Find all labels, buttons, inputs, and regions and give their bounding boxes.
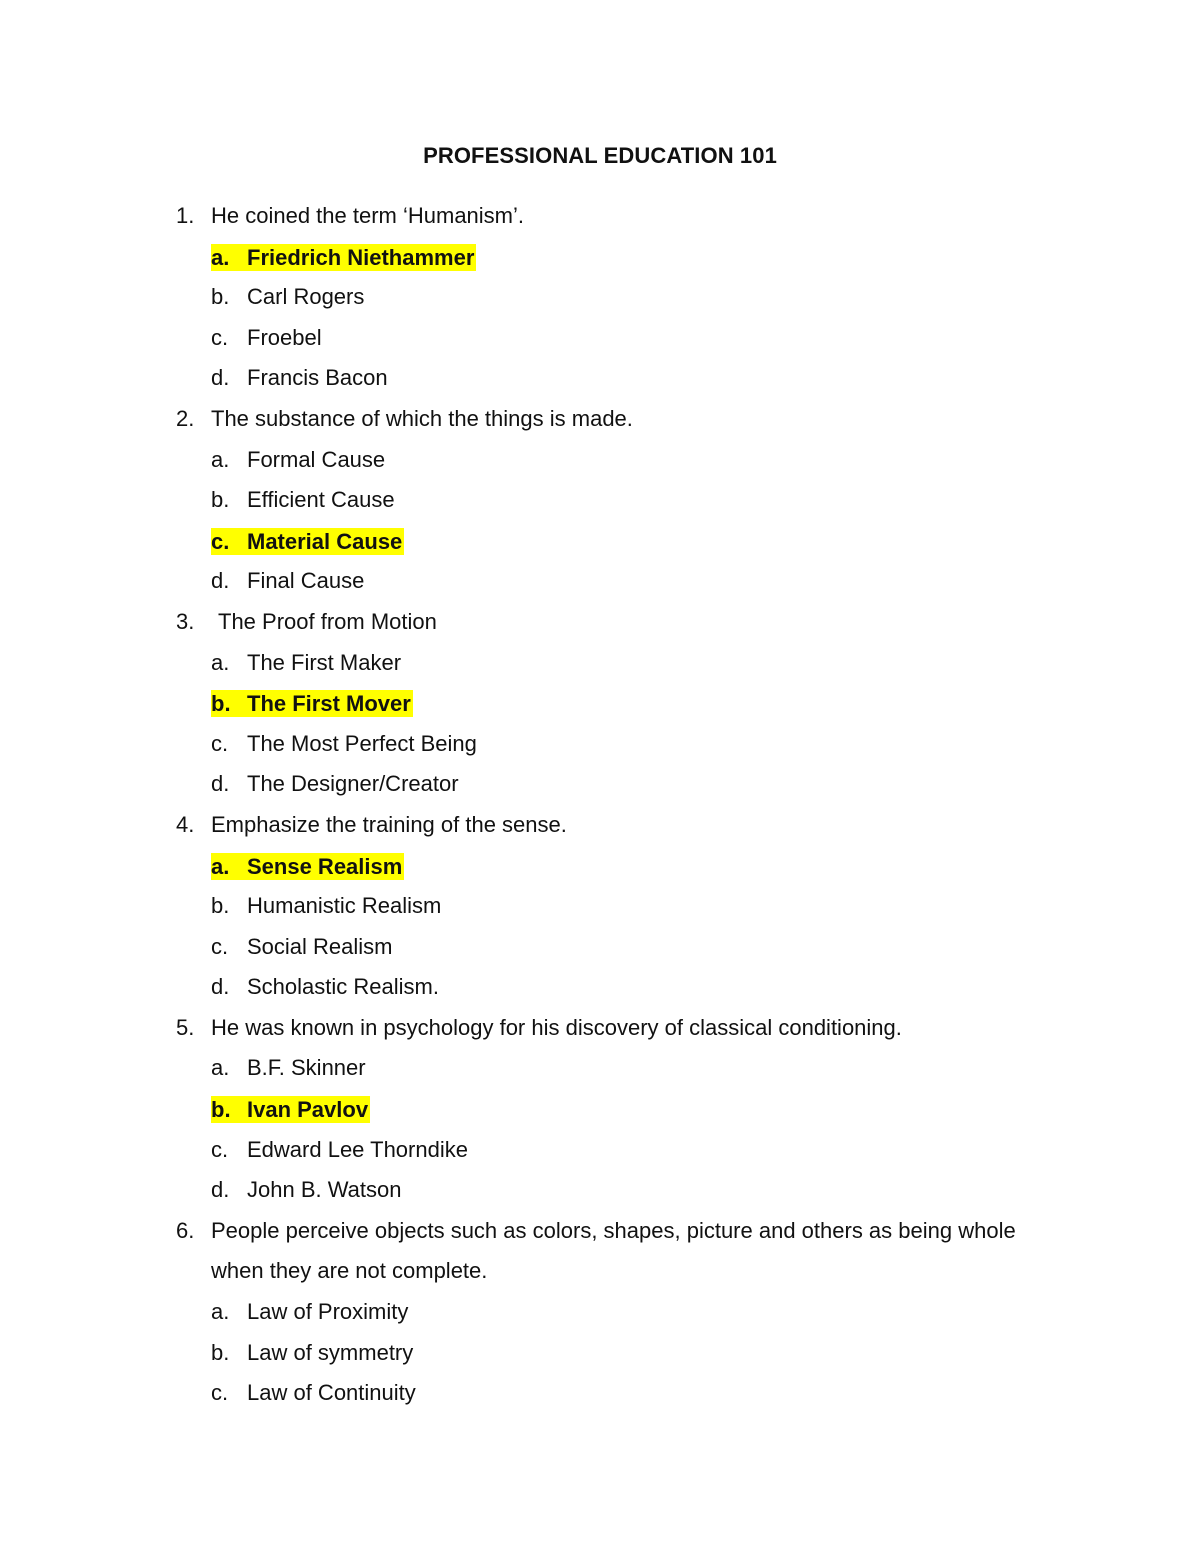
question-number: 6.: [176, 1217, 195, 1243]
option-letter: c.: [211, 933, 229, 959]
option-text: Law of Proximity: [247, 1299, 409, 1325]
option-text: The First Mover: [247, 691, 411, 717]
question-number: 1.: [176, 203, 195, 228]
option-letter: d.: [211, 771, 230, 797]
option-letter: c.: [211, 324, 229, 350]
option-text: Social Realism: [247, 933, 393, 959]
question-list: [0, 196, 1200, 1414]
option-letter: b.: [211, 893, 230, 919]
option-letter: b.: [211, 487, 230, 513]
question-2: [0, 399, 1200, 602]
option-letter: d.: [211, 974, 230, 1000]
option-text: Humanistic Realism: [247, 893, 442, 919]
option-letter: a.: [211, 446, 230, 472]
question-5: [0, 1008, 1200, 1211]
question-1: [0, 196, 1200, 399]
question-number: 4.: [176, 811, 195, 837]
option-text: Law of symmetry: [247, 1339, 414, 1365]
option-text: Sense Realism: [247, 853, 403, 879]
option-letter: b.: [211, 284, 230, 310]
option-correct: [0, 1089, 1200, 1130]
option: [0, 358, 1200, 399]
option-letter: a.: [211, 1055, 230, 1081]
question-number: 2.: [176, 405, 195, 431]
option-letter: c.: [211, 1136, 229, 1162]
question-text: The substance of which the things is made.: [211, 405, 633, 431]
option-text: The Designer/Creator: [247, 771, 459, 797]
question-text: He coined the term ‘Humanism’.: [211, 203, 525, 228]
question-6: [0, 1211, 1200, 1414]
option-letter: a.: [211, 1299, 230, 1325]
question-number: 5.: [176, 1014, 195, 1040]
option-text: Scholastic Realism.: [247, 974, 439, 1000]
option-letter: b.: [211, 691, 231, 717]
option-text: Francis Bacon: [247, 365, 388, 391]
option-letter: a.: [211, 244, 230, 270]
option: [0, 643, 1200, 684]
option-letter: c.: [211, 730, 229, 756]
option-letter: b.: [211, 1339, 230, 1365]
option-letter: a.: [211, 649, 230, 675]
option: [0, 764, 1200, 805]
option-text: Law of Continuity: [247, 1380, 416, 1406]
option: [0, 927, 1200, 968]
question-text: The Proof from Motion: [218, 608, 437, 634]
option-text: Final Cause: [247, 568, 365, 594]
option-letter: d.: [211, 365, 230, 391]
option-letter: d.: [211, 1177, 230, 1203]
option-text: The First Maker: [247, 649, 402, 675]
option: [0, 1292, 1200, 1333]
option-text: Efficient Cause: [247, 487, 395, 513]
option-text: Edward Lee Thorndike: [247, 1136, 468, 1162]
option-text: Carl Rogers: [247, 284, 365, 310]
question-number: 3.: [176, 608, 195, 634]
option: [0, 1048, 1200, 1089]
option: [0, 277, 1200, 318]
option-text: Formal Cause: [247, 446, 386, 472]
option: [0, 318, 1200, 359]
document-title: PROFESSIONAL EDUCATION 101: [423, 143, 777, 168]
option: [0, 561, 1200, 602]
option-letter: c.: [211, 528, 230, 554]
option-text: Material Cause: [247, 528, 403, 554]
option: [0, 1130, 1200, 1171]
question-text: He was known in psychology for his discovery of classical conditioning.: [211, 1014, 902, 1040]
option-text: Ivan Pavlov: [247, 1097, 369, 1123]
question-3: [0, 602, 1200, 805]
option-letter: a.: [211, 853, 230, 879]
option: [0, 480, 1200, 521]
option-letter: d.: [211, 568, 230, 594]
option: [0, 967, 1200, 1008]
option-text: John B. Watson: [247, 1177, 402, 1203]
option: [0, 886, 1200, 927]
option: [0, 1170, 1200, 1211]
question-4: [0, 805, 1200, 1008]
question-text: Emphasize the training of the sense.: [211, 811, 567, 837]
option-correct: [0, 521, 1200, 562]
option-text: Friedrich Niethammer: [247, 244, 475, 270]
option: [0, 1333, 1200, 1374]
option-correct: [0, 237, 1200, 278]
option-text: Froebel: [247, 324, 322, 350]
option-letter: b.: [211, 1097, 231, 1123]
option: [0, 440, 1200, 481]
option: [0, 724, 1200, 765]
option-letter: c.: [211, 1380, 229, 1406]
question-text: People perceive objects such as colors, shapes, picture and others as being whole when they are not complete.: [211, 1217, 1016, 1284]
option-text: B.F. Skinner: [247, 1055, 366, 1081]
option-text: The Most Perfect Being: [247, 730, 477, 756]
option: [0, 1373, 1200, 1414]
option-correct: [0, 683, 1200, 724]
option-correct: [0, 846, 1200, 887]
